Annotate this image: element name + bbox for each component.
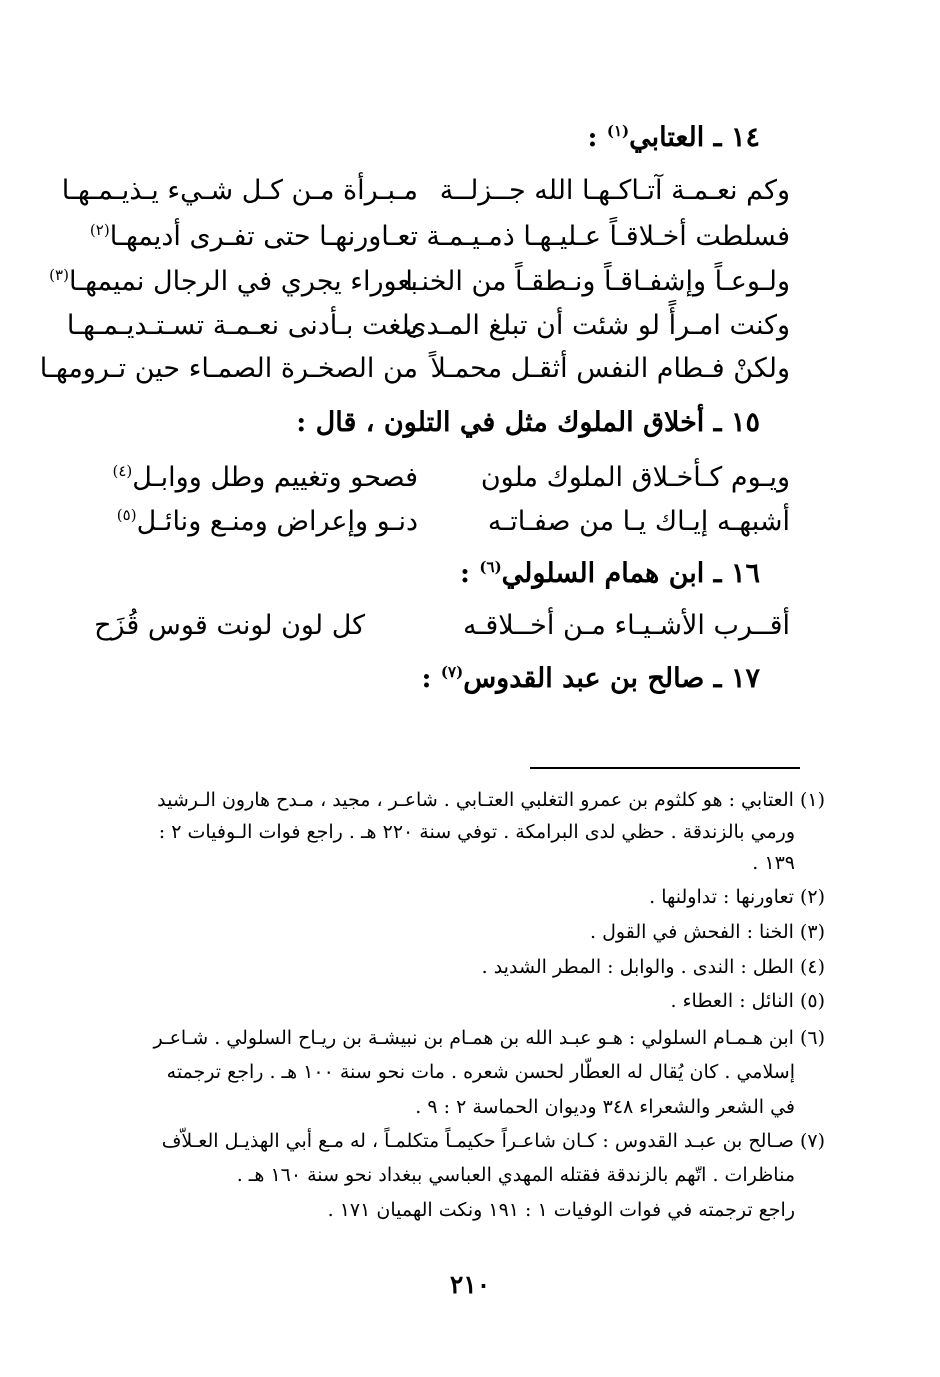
verse-4-first-hemistich: وكنت امـرأً لو شئت أن تبلغ المـدى [405,310,790,341]
verse-8-second-hemistich: كل لون لونت قوس قُزَح [94,610,365,641]
footnote-3: (٣) الخنا : الفحش في القول . [590,921,825,943]
verse-8-first-hemistich: أقــرب الأشـيـاء مـن أخــلاقـه [462,610,790,641]
verse-1-second-hemistich: مـبـرأة مـن كـل شـيء يـذيـمـهـا [61,175,418,206]
footnote-6-line-3: في الشعر والشعراء ٣٤٨ وديوان الحماسة ٢ : ٩ . [415,1096,795,1118]
verse-7-first-hemistich: أشبهـه إيـاك يـا من صفـاتـه [487,506,790,537]
heading-text: ١٤ ـ العتابي [629,122,760,153]
footnote-ref: (٢) [89,221,110,239]
footnote-ref: (٦) [479,558,502,576]
verse-6-first-hemistich: ويـوم كـأخـلاق الملوك ملون [480,462,790,493]
verse-5-first-hemistich: ولكنْ فـطام النفس أثقـل محمـلاً [430,353,790,384]
verse-6-second-hemistich: فصحو وتغييم وطل ووابـل$^{(٤)}$ [112,462,418,493]
section-heading-16 [460,558,760,589]
footnote-5: (٥) النائل : العطاء . [670,990,825,1012]
footnote-1-line-2: ورمي بالزندقة . حظي لدى البرامكة . توفي سنة ٢٢٠ هـ . راجع فوات الـوفيات ٢ : [158,821,795,843]
section-heading-15 [296,407,760,438]
footnote-ref: (٥) [116,506,137,524]
verse-3-first-hemistich: ولـوعـاً وإشفـاقـاً ونـطقـاً من الخنـا [405,266,790,297]
footnote-ref: (١) [606,122,630,140]
footnote-ref: (٤) [112,462,133,480]
verse-7-second-hemistich: دنـو وإعراض ومنـع ونائـل$^{(٥)}$ [116,506,418,537]
verse-2-second-hemistich: تعـاورنهـا حتى تفـرى أديمهـا$^{(٢)}$ [89,221,418,252]
heading-colon: : [421,663,441,694]
verse-1-first-hemistich: وكم نعـمـة آتـاكـهـا الله جــزلــة [439,175,790,206]
page-number: ٢١٠ [449,1270,491,1299]
heading-text: ١٥ ـ أخلاق الملوك مثل في التلون ، قال [315,407,760,438]
heading-colon: : [296,407,316,438]
section-heading-17 [422,663,760,694]
footnote-ref: (٣) [49,266,69,284]
verse-3-second-hemistich: بعوراء يجري في الرجال نميمهـا$^{(٣)}$ [49,266,418,297]
footnote-6-line-2: إسلامي . كان يُقال له العطّار لحسن شعره . مات نحو سنة ١٠٠ هـ . راجع ترجمته [166,1061,795,1083]
heading-colon: : [460,558,480,589]
footnote-7-line-1: (٧) صـالح بن عبـد القدوس : كـان شاعـراً حكيمـاً متكلمـاً ، له مـع أبي الهذيـل العـلاّف [161,1130,825,1152]
footnote-separator [530,767,800,769]
heading-colon: : [587,122,607,153]
heading-text: ١٦ ـ ابن همام السلولي [501,558,760,589]
verse-5-second-hemistich: من الصخـرة الصمـاء حين تـرومهـا [39,353,418,384]
section-heading-14 [587,122,760,153]
footnote-4: (٤) الطل : الندى . والوابل : المطر الشديد . [481,956,825,978]
footnote-2: (٢) تعاورنها : تداولنها . [649,886,825,908]
footnote-7-line-3: راجع ترجمته في فوات الوفيات ١ : ١٩١ ونكت الهميان ١٧١ . [327,1199,795,1221]
verse-4-second-hemistich: بلغت بـأدنى نعـمـة تسـتـديـمـهـا [66,310,418,341]
heading-text: ١٧ ـ صالح بن عبد القدوس [463,663,760,694]
footnote-ref: (٧) [440,663,464,681]
footnote-6-line-1: (٦) ابن هـمـام السلولي : هـو عبـد الله بن همـام بن نبيشـة بن ريـاح السلولي . شـاعـر [153,1027,825,1049]
footnote-7-line-2: مناظرات . اتّهم بالزندقة فقتله المهدي العباسي ببغداد نحو سنة ١٦٠ هـ . [236,1164,795,1186]
verse-2-first-hemistich: فسلطت أخـلاقـاً عـليـهـا ذمـيـمـة [426,221,790,252]
footnote-1-line-1: (١) العتابي : هو كلثوم بن عمرو التغلبي العتـابي . شاعـر ، مجيد ، مـدح هارون الـرشيد [157,789,825,811]
footnote-1-line-3: ١٣٩ . [752,852,795,874]
